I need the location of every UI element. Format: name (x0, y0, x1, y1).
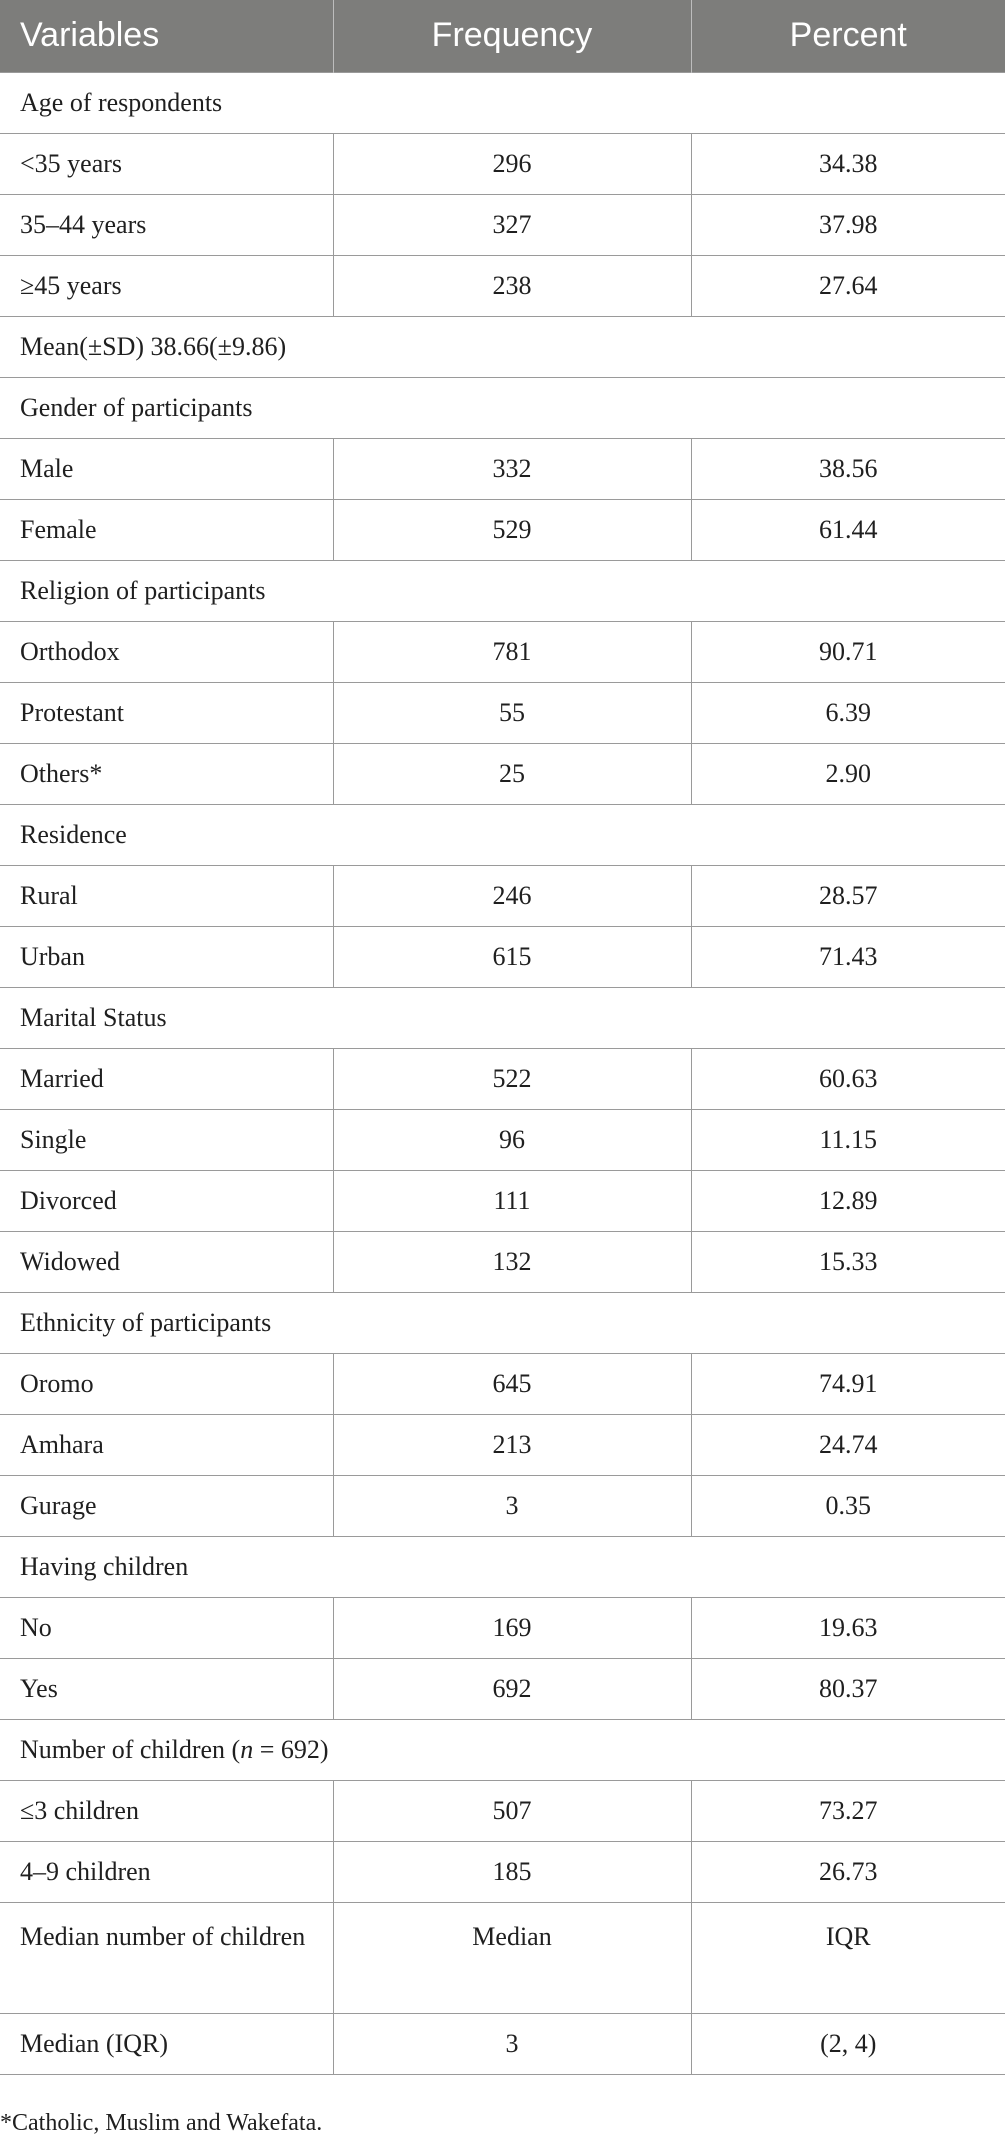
row-percent: 80.37 (691, 1658, 1005, 1719)
table-row (0, 926, 1005, 987)
table-row (0, 1475, 1005, 1536)
row-label: Divorced (0, 1170, 333, 1231)
table-row (0, 1658, 1005, 1719)
row-frequency: 296 (333, 133, 691, 194)
row-frequency: 692 (333, 1658, 691, 1719)
section-label-prefix: Number of children ( (20, 1734, 241, 1764)
header-frequency: Frequency (333, 0, 691, 72)
table-row (0, 1048, 1005, 1109)
table-row (0, 865, 1005, 926)
header-variables: Variables (0, 0, 333, 72)
table-row (0, 133, 1005, 194)
row-percent: 90.71 (691, 621, 1005, 682)
row-frequency: 111 (333, 1170, 691, 1231)
row-label: 4–9 children (0, 1841, 333, 1902)
row-frequency: 332 (333, 438, 691, 499)
section-row (0, 987, 1005, 1048)
row-label: Male (0, 438, 333, 499)
row-frequency: 25 (333, 743, 691, 804)
row-frequency: 522 (333, 1048, 691, 1109)
row-percent: 26.73 (691, 1841, 1005, 1902)
row-label: Protestant (0, 682, 333, 743)
row-frequency: 507 (333, 1780, 691, 1841)
table-row (0, 1170, 1005, 1231)
row-frequency: 781 (333, 621, 691, 682)
section-row (0, 1536, 1005, 1597)
row-frequency: 3 (333, 2013, 691, 2074)
header-row (0, 0, 1005, 72)
row-percent: 12.89 (691, 1170, 1005, 1231)
row-percent: 28.57 (691, 865, 1005, 926)
section-label: Religion of participants (0, 560, 1005, 621)
table-row (0, 1902, 1005, 2013)
row-percent: 73.27 (691, 1780, 1005, 1841)
row-percent: 2.90 (691, 743, 1005, 804)
row-label: Orthodox (0, 621, 333, 682)
row-frequency: 529 (333, 499, 691, 560)
table-row (0, 499, 1005, 560)
row-label: Gurage (0, 1475, 333, 1536)
section-row (0, 72, 1005, 133)
row-label: <35 years (0, 133, 333, 194)
row-label: Widowed (0, 1231, 333, 1292)
row-percent: 34.38 (691, 133, 1005, 194)
table-row (0, 255, 1005, 316)
row-percent: 19.63 (691, 1597, 1005, 1658)
row-percent: IQR (691, 1902, 1005, 2013)
row-label: Rural (0, 865, 333, 926)
row-percent: 74.91 (691, 1353, 1005, 1414)
sample-size-symbol: n (240, 1734, 254, 1764)
section-label: Ethnicity of participants (0, 1292, 1005, 1353)
row-percent: 0.35 (691, 1475, 1005, 1536)
row-percent: 6.39 (691, 682, 1005, 743)
section-row (0, 804, 1005, 865)
row-frequency: 3 (333, 1475, 691, 1536)
row-percent: 24.74 (691, 1414, 1005, 1475)
table-row (0, 1597, 1005, 1658)
table-footnote: *Catholic, Muslim and Wakefata. (0, 2110, 323, 2136)
section-label: Residence (0, 804, 1005, 865)
row-frequency: 169 (333, 1597, 691, 1658)
section-row (0, 560, 1005, 621)
row-frequency: 96 (333, 1109, 691, 1170)
section-row (0, 1719, 1005, 1780)
row-label: Amhara (0, 1414, 333, 1475)
row-label: Yes (0, 1658, 333, 1719)
section-label: Gender of participants (0, 377, 1005, 438)
table-row (0, 2013, 1005, 2074)
section-label: Marital Status (0, 987, 1005, 1048)
table-row (0, 1780, 1005, 1841)
row-frequency: Median (333, 1902, 691, 2013)
table-row (0, 1231, 1005, 1292)
row-percent: 71.43 (691, 926, 1005, 987)
section-row (0, 1292, 1005, 1353)
row-frequency: 55 (333, 682, 691, 743)
table-row (0, 1841, 1005, 1902)
section-row (0, 377, 1005, 438)
row-label: Oromo (0, 1353, 333, 1414)
row-frequency: 615 (333, 926, 691, 987)
row-percent: 60.63 (691, 1048, 1005, 1109)
row-frequency: 213 (333, 1414, 691, 1475)
table-row (0, 743, 1005, 804)
section-label-number-of-children (0, 1719, 1005, 1780)
row-label: ≤3 children (0, 1780, 333, 1841)
row-percent: 37.98 (691, 194, 1005, 255)
row-label: Female (0, 499, 333, 560)
row-frequency: 246 (333, 865, 691, 926)
row-label: Median number of children (0, 1902, 333, 2013)
row-label: Married (0, 1048, 333, 1109)
row-label: Median (IQR) (0, 2013, 333, 2074)
row-frequency: 645 (333, 1353, 691, 1414)
row-label: 35–44 years (0, 194, 333, 255)
section-label-suffix: = 692) (253, 1734, 329, 1764)
age-mean-sd: Mean(±SD) 38.66(±9.86) (0, 316, 1005, 377)
row-label: Others* (0, 743, 333, 804)
section-label: Age of respondents (0, 72, 1005, 133)
row-frequency: 185 (333, 1841, 691, 1902)
row-label: No (0, 1597, 333, 1658)
row-frequency: 132 (333, 1231, 691, 1292)
row-percent: 61.44 (691, 499, 1005, 560)
row-label: ≥45 years (0, 255, 333, 316)
table-row (0, 682, 1005, 743)
table-row (0, 1109, 1005, 1170)
row-percent: 27.64 (691, 255, 1005, 316)
row-frequency: 238 (333, 255, 691, 316)
table-row (0, 1353, 1005, 1414)
row-label: Urban (0, 926, 333, 987)
row-percent: 38.56 (691, 438, 1005, 499)
table-row (0, 621, 1005, 682)
table-row (0, 438, 1005, 499)
table-row (0, 1414, 1005, 1475)
header-percent: Percent (691, 0, 1005, 72)
table-row (0, 194, 1005, 255)
section-label: Having children (0, 1536, 1005, 1597)
row-percent: 11.15 (691, 1109, 1005, 1170)
row-percent: 15.33 (691, 1231, 1005, 1292)
row-label: Single (0, 1109, 333, 1170)
row-frequency: 327 (333, 194, 691, 255)
row-percent: (2, 4) (691, 2013, 1005, 2074)
section-row (0, 316, 1005, 377)
